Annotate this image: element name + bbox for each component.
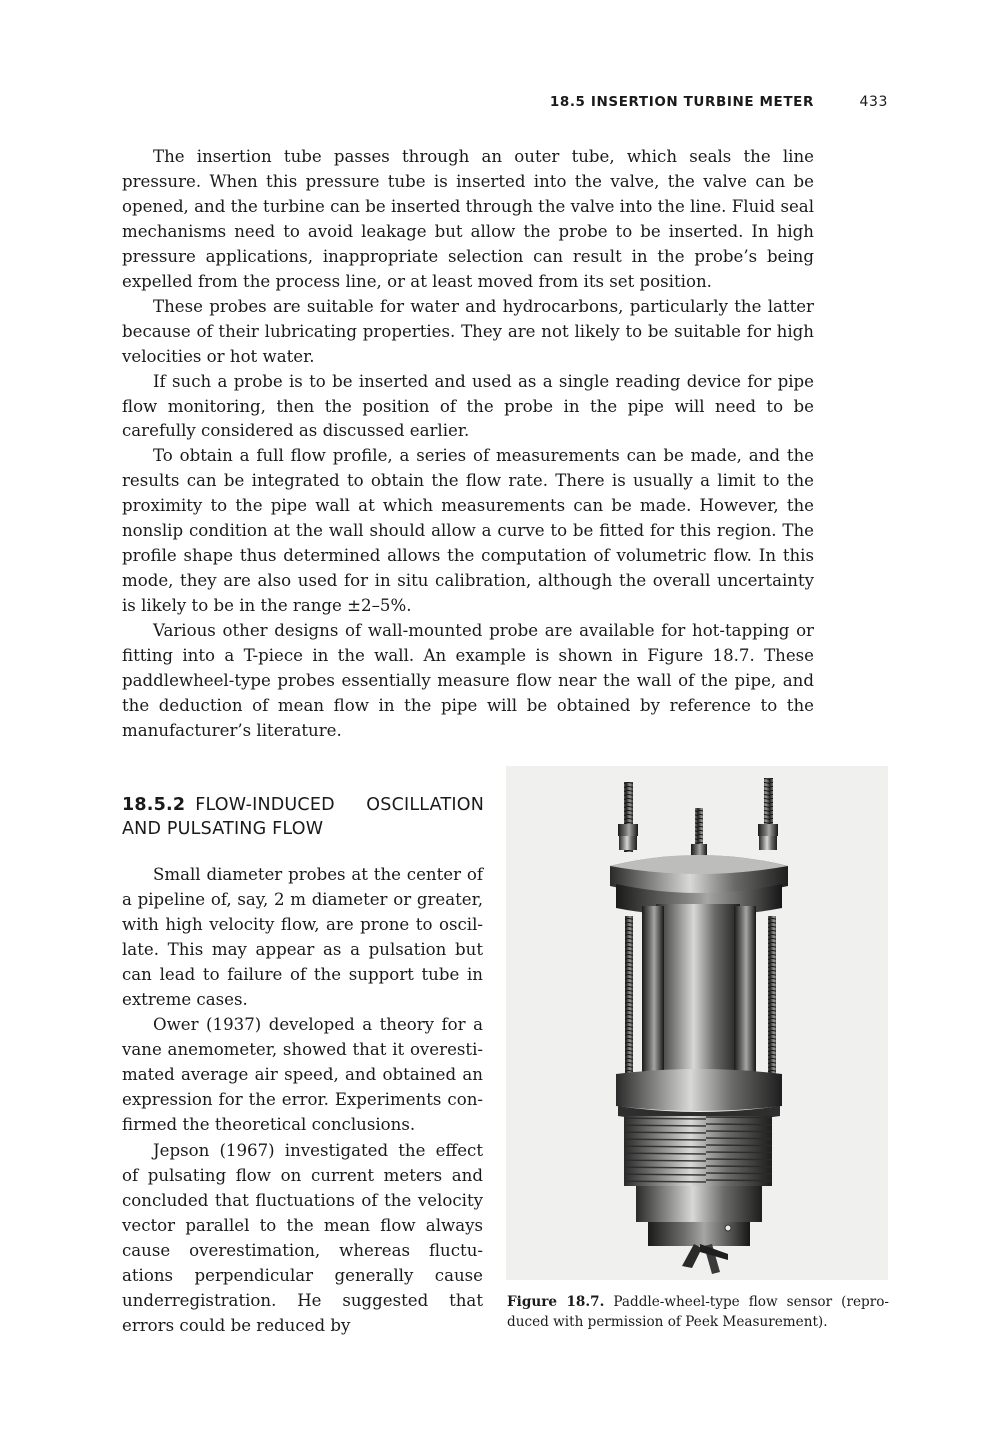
- figure-caption-text: Paddle-wheel-type flow sensor (reproduced with permission of Peek Measurement).: [507, 1294, 889, 1330]
- body-text: [122, 145, 814, 744]
- paragraph: Ower (1937) developed a theory for a vane anemometer, showed that it overestimated average air speed, and obtained an expression for the error. Experiments confirmed the theoretical conclusions.: [122, 1015, 483, 1135]
- paragraph: Jepson (1967) investigated the effect of pulsating flow on current meters and concluded that fluctuations of the velocity vector parallel to the mean flow always cause overestimation, whereas fluctuations perpendicular generally cause underregistration. He suggested that errors could be reduced by: [122, 1140, 483, 1335]
- paddle-wheel-sensor-illustration: [506, 766, 888, 1280]
- figure-label: Figure 18.7.: [507, 1294, 605, 1310]
- paragraph: The insertion tube passes through an outer tube, which seals the line pressure. When this pressure tube is inserted into the valve, the valve can be opened, and the turbine can be inserted through the valve into the line. Fluid seal mechanisms need to avoid leakage but allow the probe to be inserted. In high pressure applications, inappropriate selection can result in the probe’s being expelled from the process line, or at least moved from its set position.: [122, 147, 814, 291]
- section-title: FLOW-INDUCED OSCILLATION AND PULSATING FLOW: [122, 795, 484, 839]
- paragraph: To obtain a full flow profile, a series of measurements can be made, and the results can be integrated to obtain the flow rate. There is usually a limit to the proximity to the pipe wall at which measurements can be made. However, the nonslip condition at the wall should allow a curve to be fitted for this region. The profile shape thus determined allows the computation of volumetric flow. In this mode, they are also used for in situ calibration, although the overall uncertainty is likely to be in the range ±2–5%.: [122, 446, 814, 616]
- page-number: 433: [859, 94, 888, 110]
- figure-caption: [507, 1292, 889, 1332]
- section-heading: [122, 793, 484, 841]
- paragraph: These probes are suitable for water and hydrocarbons, particularly the latter because of their lubricating properties. They are not likely to be suitable for high velocities or hot water.: [122, 296, 814, 366]
- section-text: [122, 862, 483, 1338]
- section-number: 18.5.2: [122, 795, 186, 815]
- paragraph: Various other designs of wall-mounted probe are available for hot-tapping or fitting into a T-piece in the wall. An example is shown in Figure 18.7. These paddlewheel-type probes essentially measure flow near the wall of the pipe, and the deduction of mean flow in the pipe will be obtained by reference to the manufacturer’s literature.: [122, 621, 814, 740]
- paragraph: Small diameter probes at the center of a pipeline of, say, 2 m diameter or greater, with high velocity flow, are prone to oscillate. This may appear as a pulsation but can lead to failure of the support tube in extreme cases.: [122, 865, 483, 1010]
- paragraph: If such a probe is to be inserted and used as a single reading device for pipe flow monitoring, then the position of the probe in the pipe will need to be carefully considered as discussed earlier.: [122, 371, 814, 441]
- running-title: 18.5 INSERTION TURBINE METER: [549, 94, 814, 110]
- running-head: [122, 92, 888, 116]
- figure-paddle-wheel-sensor-photo: [506, 766, 888, 1280]
